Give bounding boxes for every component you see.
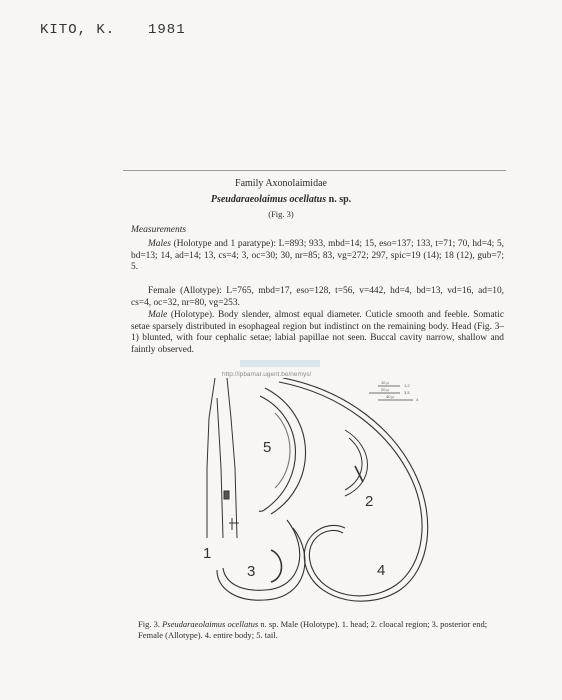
figure-label-2: 2	[365, 493, 374, 510]
scale-key-1: 1,2	[404, 383, 410, 388]
female-lead: Female	[148, 286, 176, 296]
watermark-url: http://ipbamar.ugent.be/nemys/	[222, 371, 312, 378]
scale-bar-label-1: 10 μ	[381, 380, 389, 385]
running-head-year: 1981	[148, 22, 186, 38]
top-rule	[123, 170, 506, 171]
female-text: (Allotype): L=765, mbd=17, eso=128, t=56, v=442, hd=4, bd=13, vd=16, ad=10, cs=4, oc=32, nr=80, vg=253.	[131, 286, 504, 308]
male-description-text: (Holotype). Body slender, almost equal diameter. Cuticle smooth and feeble. Somatic setae sparsely distributed in esophageal region but indistinct on the remaining body. Head (Fig. 3–1) blunted, with four cephalic setae; labial papillae not seen. Buccal cavity narrow, shallow and faintly observed.	[131, 310, 504, 355]
caption-fig-label: Fig. 3.	[138, 619, 160, 629]
female-measurements	[131, 286, 504, 309]
running-head-author: KITO, K.	[40, 22, 116, 38]
nematode-figure	[195, 378, 445, 606]
figure-2-cloacal-region	[345, 430, 368, 496]
figure-3-posterior-end	[217, 520, 305, 600]
figure-label-1: 1	[203, 545, 212, 562]
species-heading	[0, 194, 562, 205]
scale-key-2: 3,5	[404, 390, 410, 395]
family-heading: Family Axonolaimidae	[235, 178, 327, 189]
species-suffix: n. sp.	[328, 194, 352, 205]
figure-label-3: 3	[247, 563, 256, 580]
library-stamp	[240, 360, 320, 367]
figure-label-5: 5	[263, 439, 272, 456]
male-lead: Male	[148, 310, 168, 320]
measurements-heading: Measurements	[131, 225, 187, 235]
figure-1-head	[207, 378, 239, 538]
males-text: (Holotype and 1 paratype): L=893; 933, mbd=14; 15, eso=137; 133, t=71; 70, hd=4; 5, bd=13; 14, ad=14; 13, cs=4; 3, oc=30; 30, nr=85; 83, vg=272; 297, spic=19 (14); 18 (12), gub=7; 5.	[131, 239, 505, 273]
caption-species: Pseudaraeolaimus ocellatus	[162, 619, 259, 629]
figure-caption	[138, 619, 498, 641]
figure-label-4: 4	[377, 562, 386, 579]
scale-bar-label-3: 40 μ	[386, 394, 394, 399]
species-name: Pseudaraeolaimus ocellatus	[210, 194, 327, 205]
males-measurements	[131, 239, 504, 274]
males-lead: Males	[148, 239, 171, 249]
scale-key-3: 4	[416, 397, 419, 402]
figure-reference: (Fig. 3)	[268, 209, 294, 219]
figure-4-entire-body	[279, 378, 428, 601]
scale-bar-label-2: 20 μ	[381, 387, 389, 392]
male-description	[131, 310, 504, 356]
caption-text: n. sp. Male (Holotype). 1. head; 2. cloacal region; 3. posterior end; Female (Allotype). 4. entire body; 5. tail.	[138, 619, 488, 640]
